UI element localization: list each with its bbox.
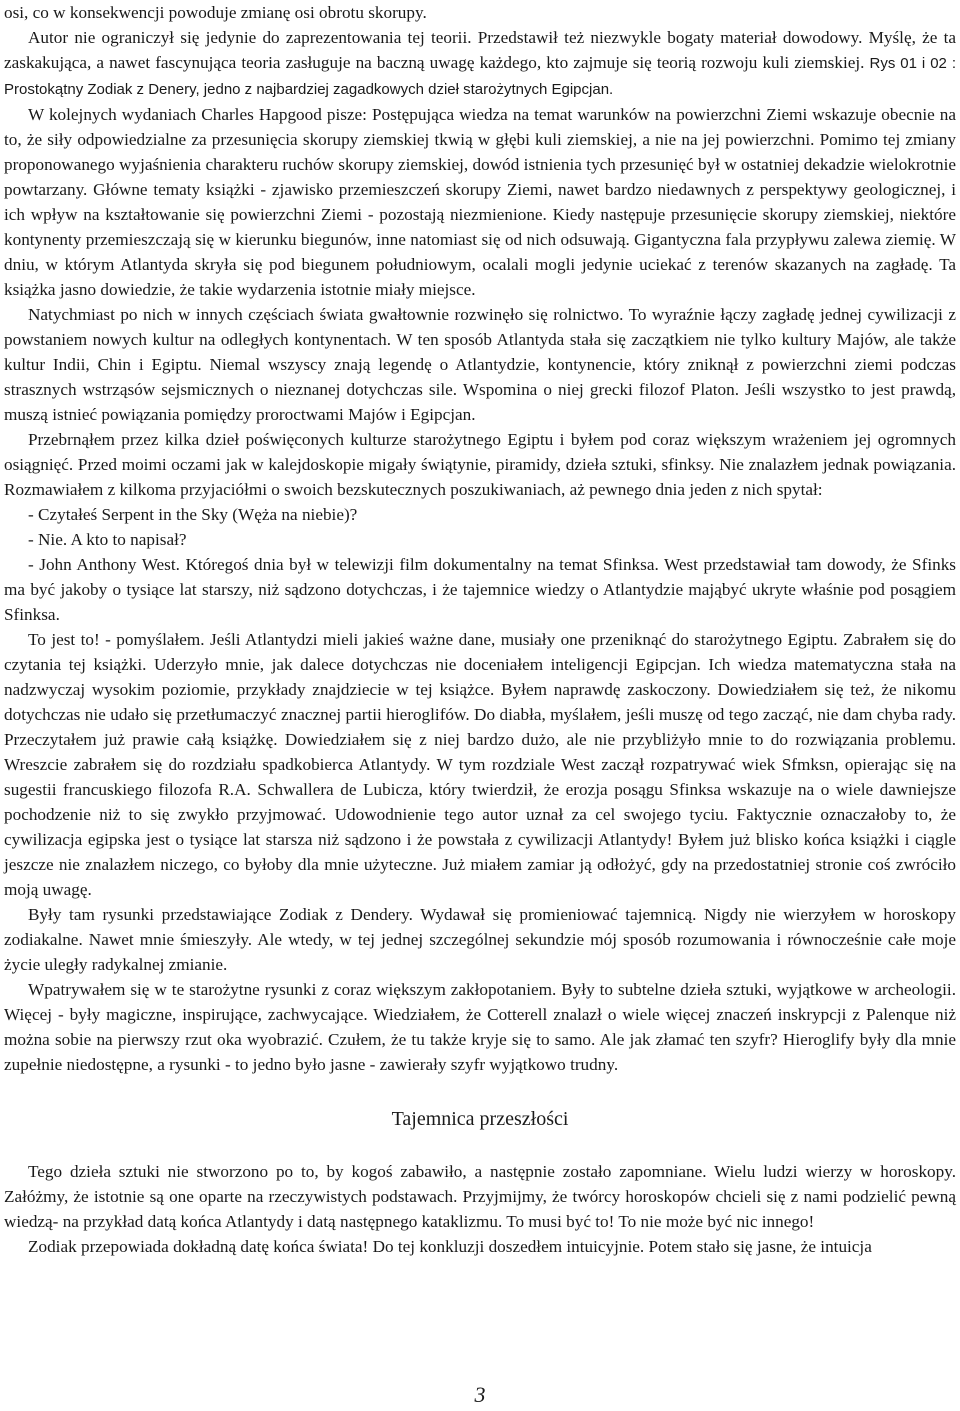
- paragraph: Przebrnąłem przez kilka dzieł poświęconych kulturze starożytnego Egiptu i byłem pod coraz większym wrażeniem jej ogromnych osiągnięć. Przed moimi oczami jak w kalejdoskopie migały świątynie, piramidy, dzieła sztuki, sfinksy. Nie znalazłem jednak powiązania. Rozmawiałem z kilkoma przyjaciółmi o swoich bezskutecznych poszukiwaniach, aż pewnego dnia jeden z nich spytał:: [4, 430, 956, 499]
- page-number: 3: [474, 1382, 486, 1407]
- dialog-line: - John Anthony West. Któregoś dnia był w telewizji film dokumentalny na temat Sfinksa. West przedstawiał tam dowody, że Sfinks ma być jakoby o tysiące lat starszy, niż sądzono dotychczas, i że tajemnice wiedzy o Atlantydzie mająbyć ukryte właśnie pod posągiem Sfinksa.: [4, 555, 956, 624]
- paragraph: W kolejnych wydaniach Charles Hapgood pisze: Postępująca wiedza na temat warunków na powierzchni Ziemi wskazuje obecnie na to, że siły odpowiedzialne za przesunięcia skorupy ziemskiej tkwią w głębi kuli ziemskiej, a nie na jej powierzchni. Pomimo tej zmiany proponowanego wyjaśnienia charakteru ruchów skorupy ziemskiej, dowód istnienia tych przesunięć był w ostatniej dekadzie wielokrotnie powtarzany. Główne tematy książki - zjawisko przemieszczeń skorupy Ziemi, nawet bardzo niedawnych z perspektywy geologicznej, i ich wpływ na kształtowanie się powierzchni Ziemi - pozostają niezmienione. Kiedy następuje przesunięcie skorupy ziemskiej, niektóre kontynenty przemieszczają się w kierunku biegunów, inne natomiast się od nich odsuwają. Gigantyczna fala przypływu zalewa ziemię. W dniu, w którym Atlantyda skryła się pod biegunem południowym, ocalali mogli jedynie uciekać z terenów skazanych na zagładę. Ta książka jasno dowiedzie, że takie wydarzenia istotnie miały miejsce.: [4, 105, 956, 299]
- dialog-line: - Nie. A kto to napisał?: [28, 530, 187, 549]
- paragraph: To jest to! - pomyślałem. Jeśli Atlantydzi mieli jakieś ważne dane, musiały one przeniknąć do starożytnego Egiptu. Zabrałem się do czytania tej książki. Uderzyło mnie, jak dalece dotychczas nie doceniałem inteligencji Egipcjan. Ich wiedza matematyczna stała na nadzwyczaj wysokim poziomie, przykłady znajdziecie w tej książce. Byłem naprawdę zaskoczony. Dowiedziałem się też, że nikomu dotychczas nie udało się przetłumaczyć znacznej partii hieroglifów. Do diabła, myślałem, jeśli muszę od tego zacząć, nie dam chyba rady. Przeczytałem już prawie całą książkę. Dowiedziałem się z niej bardzo dużo, ale nie przybliżyło mnie to do rozwiązania problemu. Wreszcie zabrałem się do rozdziału spadkobierca Atlantydy. W tym rozdziale West zaczął rozpatrywać wiek Sfmksn, opierając się na sugestii francuskiego filozofa R.A. Schwallera de Lubicza, który twierdził, że erozja posągu Sfinksa wskazuje na o wiele dawniejsze pochodzenie niż to się zwykło przyjmować. Udowodnienie tego autor uznał za cel swojego tyciu. Faktycznie oznaczałoby to, że cywilizacja egipska jest o tysiące lat starsza niż sądzono i że powstała z cywilizacji Atlantydy! Byłem już blisko końca książki i ciągle jeszcze nie znalazłem niczego, co byłoby dla mnie użyteczne. Już miałem zamiar ją odłożyć, gdy na przedostatniej stronie coś zwróciło moją uwagę.: [4, 630, 956, 899]
- document-page: [4, 0, 956, 1411]
- paragraph: osi, co w konsekwencji powoduje zmianę osi obrotu skorupy.: [4, 3, 427, 22]
- dialog-line: - Czytałeś Serpent in the Sky (Węża na niebie)?: [28, 505, 358, 524]
- paragraph-text: Autor nie ograniczył się jedynie do zaprezentowania tej teorii. Przedstawił też niezwykle bogaty materiał dowodowy. Myślę, że ta zaskakująca, a nawet fascynująca teoria zasługuje na baczną uwagę każdego, kto zajmuje się teorią rozwoju kuli ziemskiej.: [4, 28, 956, 72]
- paragraph: Natychmiast po nich w innych częściach świata gwałtownie rozwinęło się rolnictwo. To wyraźnie łączy zagładę jednej cywilizacji z powstaniem nowych kultur na odległych kontynentach. W ten sposób Atlantyda stała się zaczątkiem nie tylko kultury Majów, ale także kultur Indii, Chin i Egiptu. Niemal wszyscy znają legendę o Atlantydzie, kontynencie, który zniknął z powierzchni ziemi podczas strasznych wstrząsów sejsmicznych o nieznanej dotychczas sile. Wspomina o niej grecki filozof Platon. Jeśli wszystko to jest prawdą, muszą istnieć powiązania pomiędzy proroctwami Majów i Egipcjan.: [4, 305, 956, 424]
- section-heading: Tajemnica przeszłości: [391, 1108, 569, 1130]
- paragraph: Były tam rysunki przedstawiające Zodiak z Dendery. Wydawał się promieniować tajemnicą. Nigdy nie wierzyłem w horoskopy zodiakalne. Nawet mnie śmieszyły. Ale wtedy, w tej jednej szczególnej sekundzie mój sposób rozumowania i równocześnie całe moje życie uległy radykalnej zmianie.: [4, 905, 956, 974]
- paragraph: Tego dzieła sztuki nie stworzono po to, by kogoś zabawiło, a następnie zostało zapomniane. Wielu ludzi wierzy w horoskopy. Załóżmy, że istotnie są one oparte na rzeczywistych podstawach. Przyjmijmy, że twórcy horoskopów chcieli się z nami podzielić pewną wiedzą- na przykład datą końca Atlantydy i datą następnego kataklizmu. To musi być to! To nie może być nic innego!: [4, 1162, 956, 1231]
- paragraph: [4, 25, 956, 102]
- paragraph: Zodiak przepowiada dokładną datę końca świata! Do tej konkluzji doszedłem intuicyjnie. Potem stało się jasne, że intuicja: [28, 1237, 872, 1256]
- paragraph: Wpatrywałem się w te starożytne rysunki z coraz większym zakłopotaniem. Były to subtelne dzieła sztuki, wyjątkowe w archeologii. Więcej - były magiczne, inspirujące, zachwycające. Wiedziałem, że Cotterell znalazł o wiele więcej znaczeń inskrypcji z Palenque niż można sobie na pierwszy rzut oka wyobrazić. Czułem, że tu także kryje się to samo. Ale jak złamać ten szyfr? Hieroglify były dla mnie zupełnie niedostępne, a rysunki - to jedno było jasne - zawierały szyfr wyjątkowo trudny.: [4, 980, 956, 1074]
- figure-caption: Rys 01 i 02 : Prostokątny Zodiak z Denery, jedno z najbardziej zagadkowych dzieł starożytnych Egipcjan.: [4, 55, 957, 98]
